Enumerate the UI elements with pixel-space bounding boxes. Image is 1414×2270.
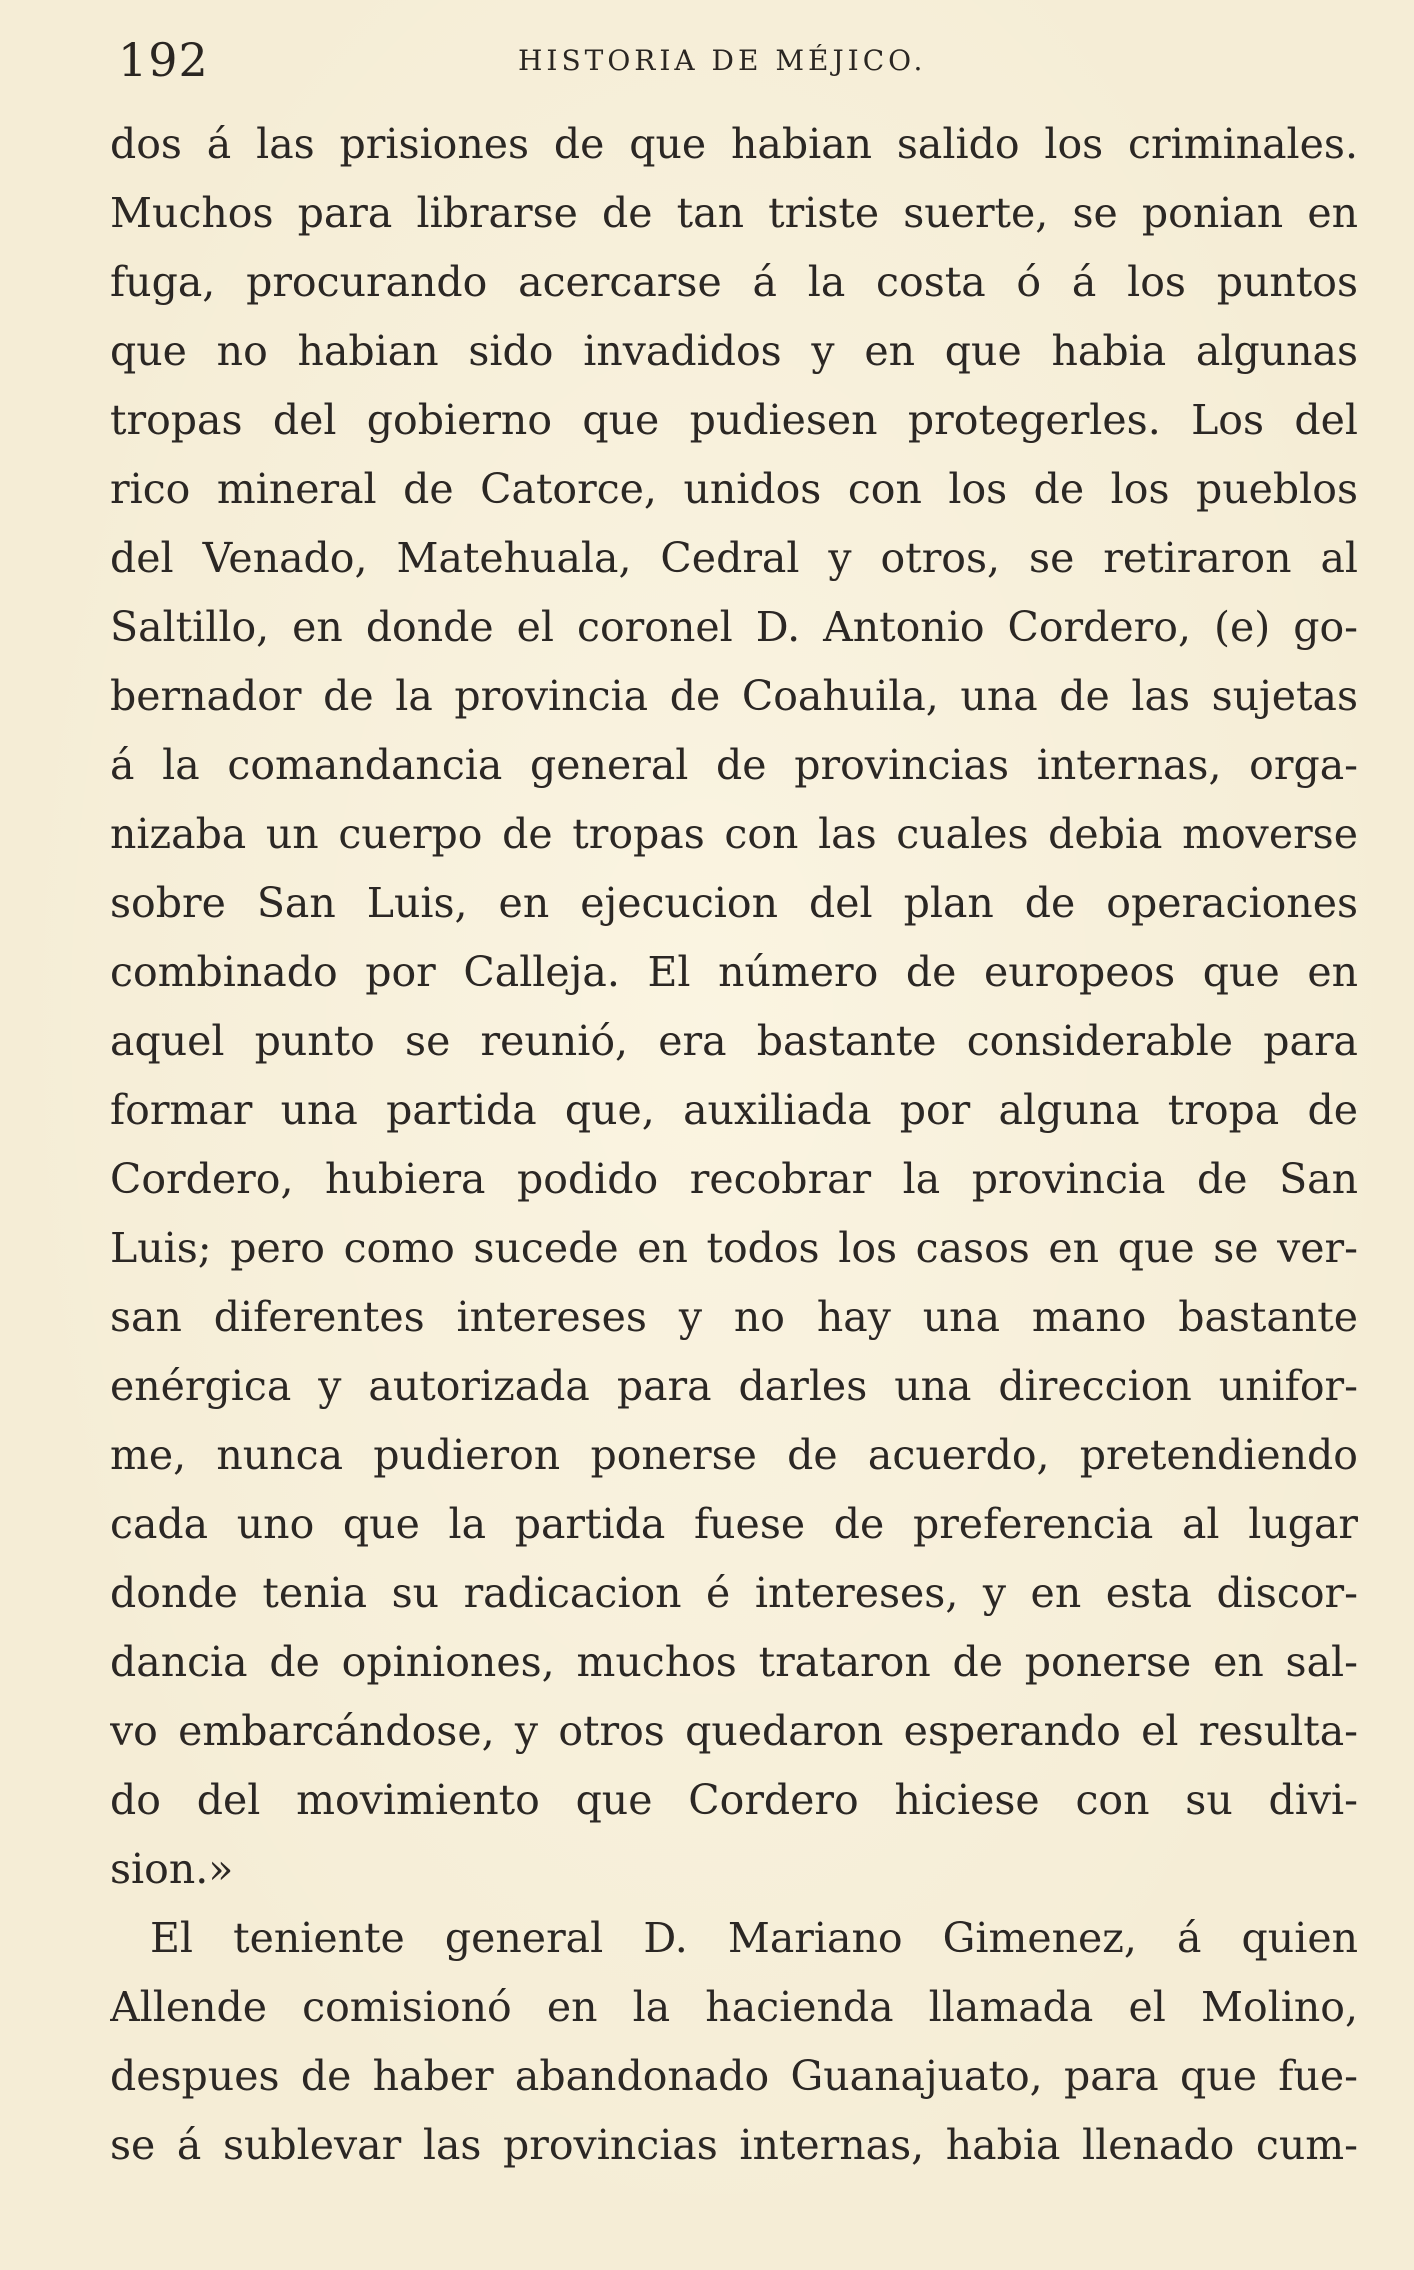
text-line: dos á las prisiones de que habian salido los criminales. (110, 120, 1358, 168)
text-line: do del movimiento que Cordero hiciese con su divi- (110, 1776, 1358, 1824)
paragraph-start-line: El teniente general D. Mariano Gimenez, á quien (150, 1914, 1358, 1962)
running-title: HISTORIA DE MÉJICO. (518, 44, 927, 77)
page-header (118, 30, 1358, 90)
text-line: tropas del gobierno que pudiesen protegerles. Los del (110, 396, 1358, 444)
text-line: vo embarcándose, y otros quedaron esperando el resulta- (110, 1707, 1358, 1755)
text-line: san diferentes intereses y no hay una mano bastante (110, 1293, 1358, 1341)
text-line: Cordero, hubiera podido recobrar la provincia de San (110, 1155, 1358, 1203)
text-line: sobre San Luis, en ejecucion del plan de operaciones (110, 879, 1358, 927)
text-line: dancia de opiniones, muchos trataron de ponerse en sal- (110, 1638, 1358, 1686)
body-text (110, 110, 1358, 2180)
page-number: 192 (118, 33, 209, 87)
text-line: combinado por Calleja. El número de europeos que en (110, 948, 1358, 996)
text-line: Saltillo, en donde el coronel D. Antonio Cordero, (e) go- (110, 603, 1358, 651)
text-line: donde tenia su radicacion é intereses, y en esta discor- (110, 1569, 1358, 1617)
text-line: fuga, procurando acercarse á la costa ó á los puntos (110, 258, 1358, 306)
text-line: enérgica y autorizada para darles una direccion unifor- (110, 1362, 1358, 1410)
text-line: rico mineral de Catorce, unidos con los de los pueblos (110, 465, 1358, 513)
text-line: Luis; pero como sucede en todos los casos en que se ver- (110, 1224, 1358, 1272)
text-line: Allende comisionó en la hacienda llamada el Molino, (110, 1983, 1358, 2031)
text-line: aquel punto se reunió, era bastante considerable para (110, 1017, 1358, 1065)
text-line: formar una partida que, auxiliada por alguna tropa de (110, 1086, 1358, 1134)
text-line: nizaba un cuerpo de tropas con las cuales debia moverse (110, 810, 1358, 858)
text-line: cada uno que la partida fuese de preferencia al lugar (110, 1500, 1358, 1548)
paragraph-end-line: sion.» (110, 1845, 234, 1893)
text-line: bernador de la provincia de Coahuila, una de las sujetas (110, 672, 1358, 720)
text-line: Muchos para librarse de tan triste suerte, se ponian en (110, 189, 1358, 237)
text-line: que no habian sido invadidos y en que habia algunas (110, 327, 1358, 375)
text-line: del Venado, Matehuala, Cedral y otros, se retiraron al (110, 534, 1358, 582)
text-line: despues de haber abandonado Guanajuato, para que fue- (110, 2052, 1358, 2100)
text-line: se á sublevar las provincias internas, habia llenado cum- (110, 2121, 1358, 2169)
text-line: me, nunca pudieron ponerse de acuerdo, pretendiendo (110, 1431, 1358, 1479)
text-line: á la comandancia general de provincias internas, orga- (110, 741, 1358, 789)
